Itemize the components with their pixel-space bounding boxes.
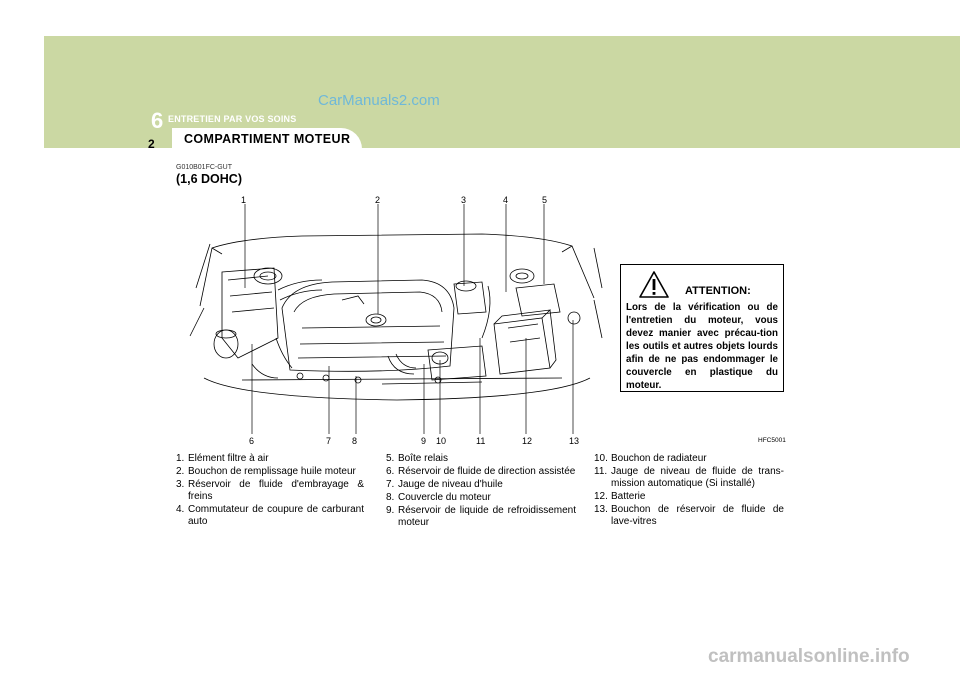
footer-watermark: carmanualsonline.info <box>708 646 910 667</box>
warning-box <box>620 264 784 392</box>
callout-number: 6 <box>249 436 255 446</box>
warning-title: ATTENTION: <box>685 285 751 297</box>
figure-code: G010B01FC-GUT <box>176 164 233 171</box>
callout-number: 2 <box>375 195 381 205</box>
callout-number: 10 <box>436 436 447 446</box>
list-item: 3. Réservoir de fluide d'embrayage & freins <box>176 479 364 502</box>
list-item: 13. Bouchon de réservoir de fluide de lave-vitres <box>594 504 784 527</box>
callout-number: 3 <box>461 195 467 205</box>
chapter-title: ENTRETIEN PAR VOS SOINS <box>168 114 297 124</box>
legend-column-1 <box>176 453 364 529</box>
callout-number: 12 <box>522 436 533 446</box>
callout-number: 11 <box>476 436 486 446</box>
legend-column-3 <box>594 453 784 529</box>
callout-number: 7 <box>326 436 332 446</box>
chapter-number: 6 <box>151 108 164 133</box>
warning-triangle-icon <box>639 271 669 298</box>
list-item: 5. Boîte relais <box>386 453 449 464</box>
engine-compartment-illustration <box>182 188 612 450</box>
list-item: 8. Couvercle du moteur <box>386 492 491 503</box>
list-item: 12. Batterie <box>594 491 646 502</box>
callout-number: 1 <box>241 195 247 205</box>
list-item: 9. Réservoir de liquide de refroidissement moteur <box>386 505 576 528</box>
callout-number: 8 <box>352 436 358 446</box>
list-item: 7. Jauge de niveau d'huile <box>386 479 503 490</box>
section-title: COMPARTIMENT MOTEUR <box>184 132 351 146</box>
list-item: 6. Réservoir de fluide de direction assistée <box>386 466 576 477</box>
list-item: 4. Commutateur de coupure de carburant auto <box>176 504 364 527</box>
watermark-link[interactable]: CarManuals2.com <box>318 92 440 109</box>
engine-title: (1,6 DOHC) <box>176 172 242 186</box>
list-item: 10. Bouchon de radiateur <box>594 453 707 464</box>
legend-column-2 <box>386 453 576 530</box>
section-tab <box>172 128 362 149</box>
image-code: HFC5001 <box>758 437 786 444</box>
callout-number: 9 <box>421 436 427 446</box>
list-item: 1. Elément filtre à air <box>176 453 269 464</box>
list-item: 11. Jauge de niveau de fluide de trans-mission automatique (Si installé) <box>594 466 784 489</box>
page-number: 2 <box>148 137 155 151</box>
callout-number: 4 <box>503 195 509 205</box>
callout-number: 13 <box>569 436 580 446</box>
list-item: 2. Bouchon de remplissage huile moteur <box>176 466 356 477</box>
warning-text: Lors de la vérification ou de l'entretien du moteur, vous devez manier avec précau-tion les outils et autres objets lourds afin de ne pas endommager le couvercle en plastique du moteur. <box>626 302 778 391</box>
callout-number: 5 <box>542 195 548 205</box>
